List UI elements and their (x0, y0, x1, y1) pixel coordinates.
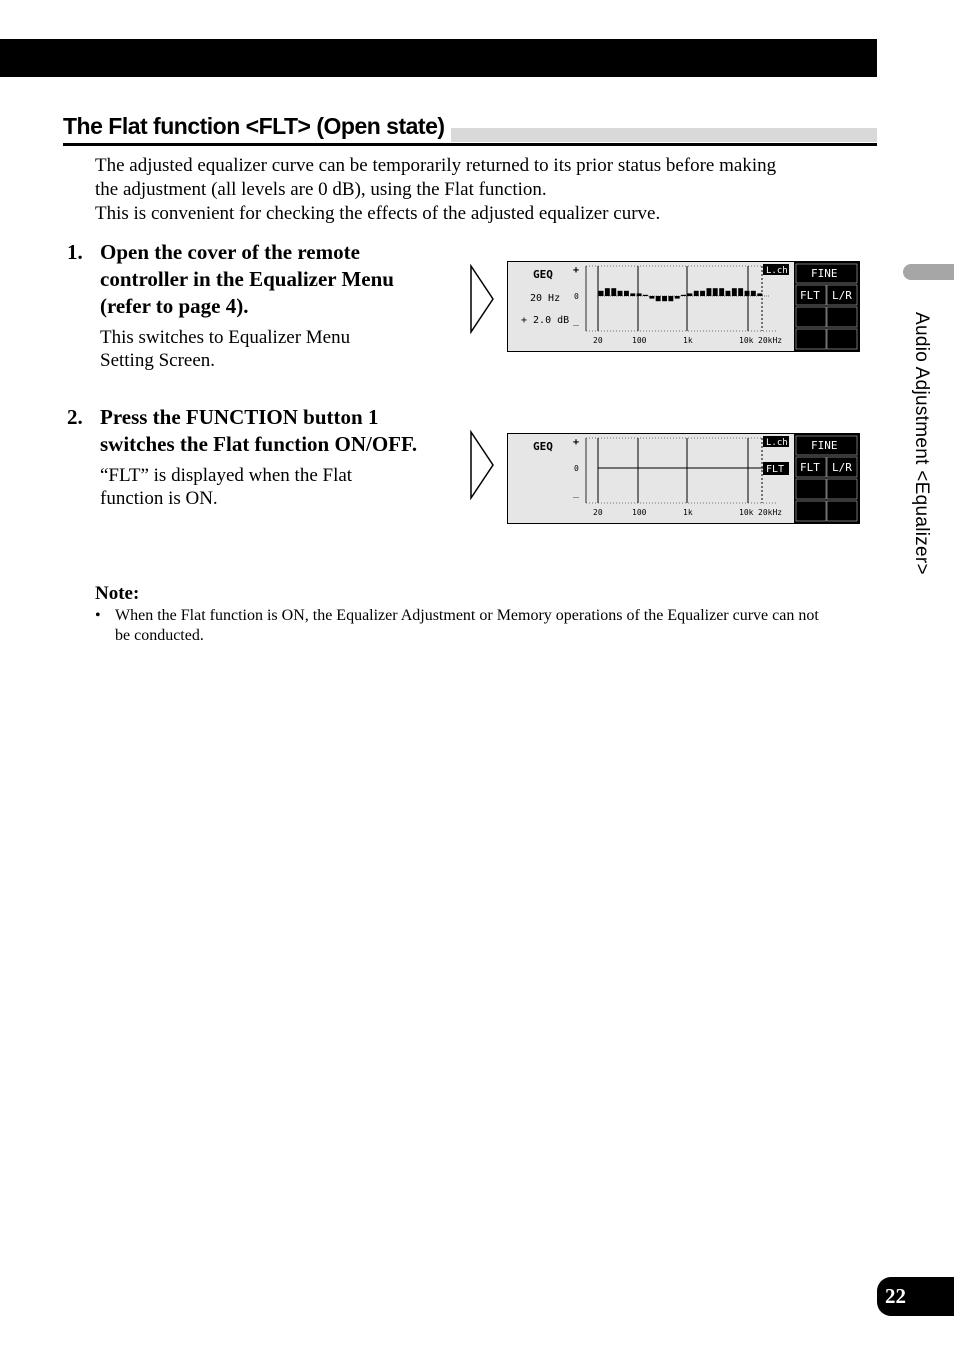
x-tick-label: 100 (632, 336, 647, 345)
channel-label: L.ch (766, 266, 788, 276)
note-title: Note: (95, 583, 140, 604)
intro-line: the adjustment (all levels are 0 dB), using the Flat function. (95, 179, 547, 200)
eq-band-bar (668, 296, 673, 301)
scale-minus: _ (573, 315, 580, 326)
function-buttons (794, 434, 859, 523)
eq-band-bar (751, 291, 756, 296)
eq-band-bar (649, 296, 654, 299)
eq-band-bar (618, 291, 623, 296)
lr-button[interactable]: L/R (832, 289, 852, 302)
eq-band-bar (656, 296, 661, 301)
step-heading: Open the cover of the remote controller in the Equalizer Menu (refer to page 4). (100, 240, 394, 318)
chapter-label: Audio Adjustment <Equalizer> (911, 312, 932, 575)
eq-band-bar (719, 288, 724, 296)
eq-band-bar (599, 291, 604, 296)
eq-band-bar (637, 293, 642, 296)
step-1 (67, 239, 437, 372)
eq-band-bar (726, 291, 731, 296)
scale-zero: 0 (574, 464, 579, 473)
flt-indicator: FLT (766, 464, 785, 475)
eq-band-bar (624, 291, 629, 296)
flt-button[interactable]: FLT (800, 289, 820, 302)
note-text: When the Flat function is ON, the Equalizer Adjustment or Memory operations of the Equalizer curve can not be conducted. (115, 607, 819, 644)
step-description: This switches to Equalizer Menu Setting Screen. (100, 327, 351, 371)
display-mode: GEQ (533, 268, 553, 281)
eq-band-bar (745, 291, 750, 296)
x-tick-label: 20kHz (758, 336, 783, 345)
channel-label: L.ch (766, 438, 788, 448)
eq-band-bar (757, 293, 762, 296)
section-title: The Flat function <FLT> (Open state) (63, 110, 451, 142)
section-heading (63, 110, 877, 146)
pointer-arrow-icon (469, 430, 495, 500)
eq-band-bar (681, 295, 686, 296)
eq-band-bar (611, 288, 616, 296)
bullet-icon: • (95, 607, 101, 624)
eq-band-bar (643, 295, 648, 296)
equalizer-display (507, 261, 860, 352)
display-frequency: 20 Hz (530, 293, 561, 304)
intro-line: The adjusted equalizer curve can be temporarily returned to its prior status before making (95, 155, 777, 176)
equalizer-display (507, 433, 860, 524)
scale-minus: _ (573, 487, 580, 498)
step-number: 2. (67, 405, 83, 429)
fine-button[interactable]: FINE (811, 439, 838, 452)
x-tick-label: 1k (683, 336, 693, 345)
fine-button[interactable]: FINE (811, 267, 838, 280)
x-tick-label: 10k (739, 508, 754, 517)
function-buttons (794, 262, 859, 351)
scale-plus: + (573, 437, 580, 448)
eq-band-bar (700, 291, 705, 296)
x-tick-label: 1k (683, 508, 693, 517)
x-tick-label: 100 (632, 508, 647, 517)
intro-line: This is convenient for checking the effects of the adjusted equalizer curve. (95, 203, 661, 224)
intro-paragraph (95, 154, 855, 226)
eq-band-bar (630, 293, 635, 296)
eq-band-bar (675, 296, 680, 299)
eq-band-bar (732, 288, 737, 296)
pointer-arrow-icon (469, 264, 495, 334)
page-number: 22 (877, 1277, 954, 1316)
eq-band-bar (707, 288, 712, 296)
side-tab-marker (903, 264, 954, 280)
step-heading: Press the FUNCTION button 1 switches the Flat function ON/OFF. (100, 405, 418, 456)
lr-button[interactable]: L/R (832, 461, 852, 474)
eq-band-bar (687, 293, 692, 296)
display-mode: GEQ (533, 440, 553, 453)
x-tick-label: 20 (593, 336, 603, 345)
x-tick-label: 20kHz (758, 508, 783, 517)
x-tick-label: 20 (593, 508, 603, 517)
eq-band-bar (738, 288, 743, 296)
step-2 (67, 404, 437, 510)
scale-plus: + (573, 265, 580, 276)
eq-band-bar (605, 288, 610, 296)
header-bar (0, 39, 877, 77)
eq-band-bar (662, 296, 667, 301)
x-tick-label: 10k (739, 336, 754, 345)
eq-band-bar (694, 291, 699, 296)
step-description: “FLT” is displayed when the Flat function is ON. (100, 465, 353, 509)
scale-zero: 0 (574, 292, 579, 301)
step-number: 1. (67, 240, 83, 264)
eq-band-bar (713, 288, 718, 296)
flt-button[interactable]: FLT (800, 461, 820, 474)
display-level: + 2.0 dB (521, 315, 570, 326)
note-item (95, 606, 835, 646)
